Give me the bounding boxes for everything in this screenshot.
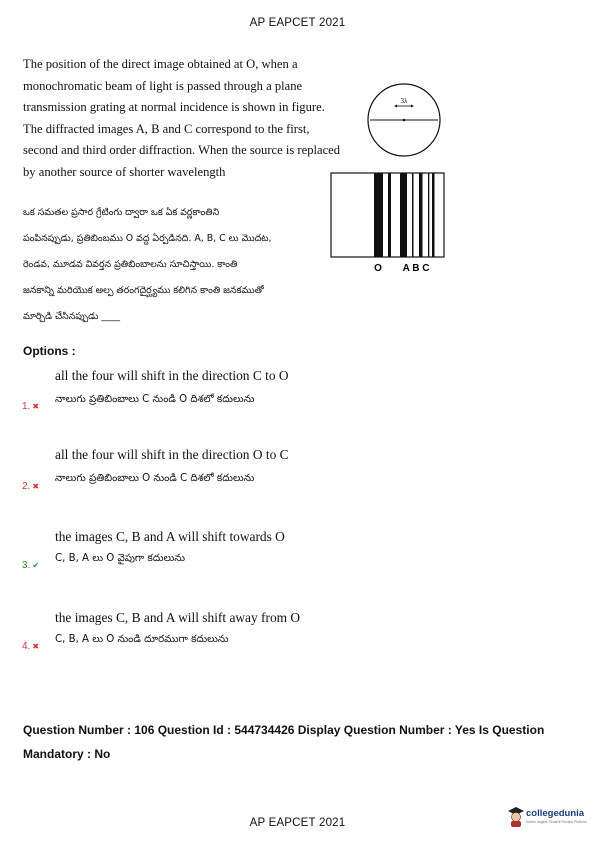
- question-telugu: [23, 200, 333, 330]
- question-line-te: జనకాన్ని మరియొక అల్ప తరంగదైర్ఘ్యము కలిగిన కాంతి జనకముతో: [23, 285, 264, 296]
- option-number: 2. ✖: [22, 481, 40, 492]
- question-line-te: రెండవ, మూడవ వివర్తన ప్రతిబింబాలను సూచిస్తాయి. కాంతి: [23, 259, 238, 270]
- page-footer: AP EAPCET 2021: [249, 817, 346, 829]
- mascot-icon: [507, 806, 525, 828]
- question-line: The position of the direct image obtained at O, when a: [23, 57, 298, 71]
- meta-line-1: Question Number : 106 Question Id : 544734426 Display Question Number : Yes Is Question: [23, 723, 545, 737]
- logo-name: collegedunia: [526, 808, 585, 819]
- grating-label-o: O: [374, 263, 382, 274]
- wrong-icon: ✖: [32, 642, 40, 651]
- grating-label-abc: A B C: [402, 263, 430, 274]
- question-line: transmission grating at normal incidence is shown in figure.: [23, 100, 325, 115]
- question-line: The diffracted images A, B and C correspond to the first,: [23, 121, 310, 136]
- options-title: Options :: [23, 344, 76, 358]
- question-line: monochromatic beam of light is passed through a plane: [23, 78, 303, 93]
- page-header: AP EAPCET 2021: [249, 17, 346, 29]
- option-english: the images C, B and A will shift towards O: [55, 529, 285, 544]
- collegedunia-logo: [507, 806, 589, 830]
- option-number: 4. ✖: [22, 641, 40, 652]
- question-line: by another source of shorter wavelength: [23, 164, 226, 179]
- option-number: 1. ✖: [22, 401, 40, 412]
- meta-line-2: Mandatory : No: [23, 747, 111, 761]
- wrong-icon: ✖: [32, 482, 40, 491]
- check-icon: ✔: [32, 561, 40, 570]
- option-english: all the four will shift in the direction O to C: [55, 447, 289, 462]
- question-line-te: మార్చిడి చేసినప్పుడు ____: [23, 311, 121, 322]
- option-telugu: నాలుగు ప్రతిబింబాలు O నుండి C దిశలో కదులును: [55, 473, 255, 484]
- option-telugu: నాలుగు ప్రతిబింబాలు C నుండి O దిశలో కదులును: [55, 394, 255, 405]
- option-number: 3. ✔: [22, 560, 40, 571]
- option-english: all the four will shift in the direction C to O: [55, 368, 289, 383]
- circle-label: 3λ: [400, 97, 408, 105]
- question-line: second and third order diffraction. When the source is replaced: [23, 143, 341, 158]
- question-english: [23, 54, 341, 184]
- question-line-te: పంపినప్పుడు, ప్రతిబింబము O వద్ద ఏర్పడినది. A, B, C లు మొదట,: [23, 233, 272, 244]
- wrong-icon: ✖: [32, 402, 40, 411]
- question-meta: [23, 718, 583, 766]
- question-line-te: ఒక సమతల ప్రసార గ్రేటింగు ద్వారా ఒక ఏక వర్ణకాంతిని: [23, 207, 220, 218]
- option-telugu: C, B, A లు O నుండి దూరముగా కదులును: [55, 634, 229, 645]
- option-telugu: C, B, A లు O వైపుగా కదులును: [55, 553, 185, 564]
- option-english: the images C, B and A will shift away from O: [55, 610, 301, 625]
- logo-tagline: India's largest Student Review Platform: [526, 820, 587, 824]
- figure-circle: [366, 82, 442, 158]
- figure-grating: [330, 172, 446, 274]
